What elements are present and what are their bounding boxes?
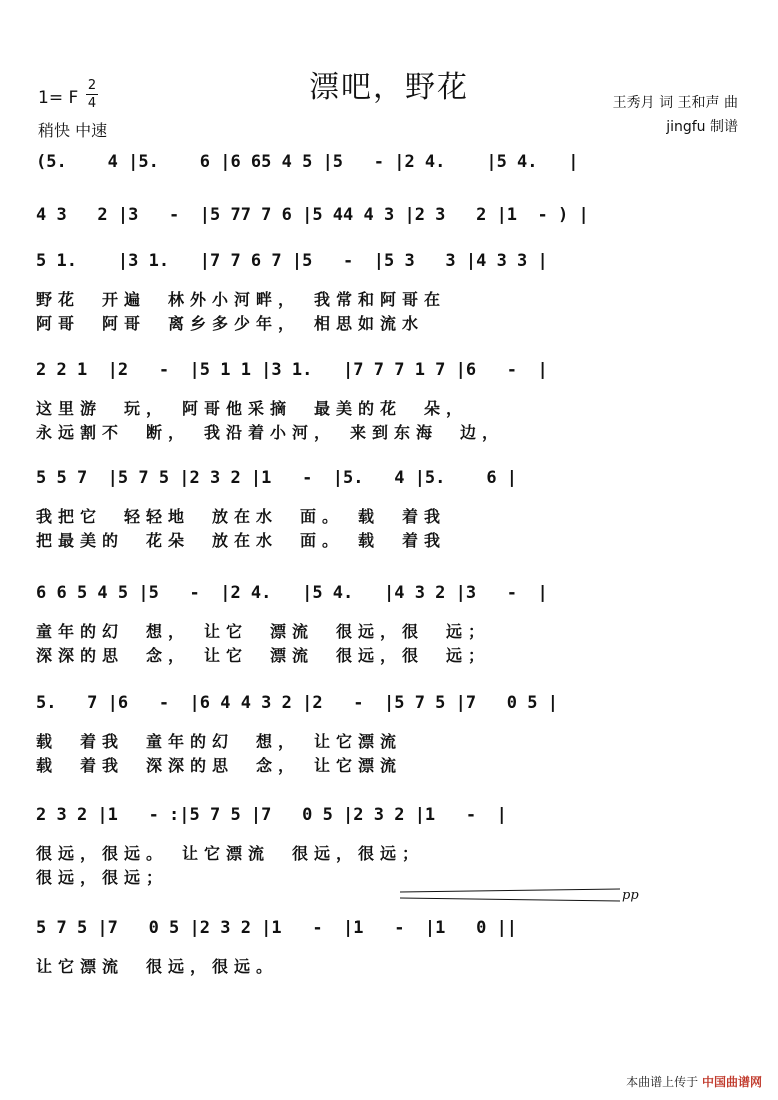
- notes-line: 5 1. |3 1. |7 7 6 7 |5 - |5 3 3 |4 3 3 |: [36, 251, 548, 271]
- notes-line: 5 7 5 |7 0 5 |2 3 2 |1 - |1 - |1 0 ||: [36, 918, 518, 938]
- notes-line: 5 5 7 |5 7 5 |2 3 2 |1 - |5. 4 |5. 6 |: [36, 468, 518, 488]
- lyric-verse-1: 我把它 轻轻地 放在水 面。 载 着我: [36, 507, 447, 526]
- score-row: [36, 805, 744, 887]
- lyric-verse-1: 让它漂流 很远，很远。: [36, 957, 279, 976]
- time-signature-bottom: 4: [87, 96, 97, 111]
- lyric-verse-2: 阿哥 阿哥 离乡多少年， 相思如流水: [36, 314, 425, 333]
- lyric-verse-2: 载 着我 深深的思 念， 让它漂流: [36, 756, 403, 775]
- score-row: [36, 360, 744, 442]
- score-row: [36, 583, 744, 665]
- notes-line: 5. 7 |6 - |6 4 4 3 2 |2 - |5 7 5 |7 0 5 |: [36, 693, 558, 713]
- decrescendo-hairpin: [400, 888, 620, 902]
- score-row: [36, 918, 744, 978]
- lyric-verse-1: 载 着我 童年的幻 想， 让它漂流: [36, 732, 403, 751]
- notes-line: 6 6 5 4 5 |5 - |2 4. |5 4. |4 3 2 |3 - |: [36, 583, 548, 603]
- arranger: jingfu 制谱: [666, 119, 738, 135]
- time-signature: [86, 78, 98, 111]
- credits: 王秀月 词 王和声 曲: [612, 95, 738, 111]
- dynamic-marking: pp: [622, 888, 639, 903]
- score-row: [36, 152, 744, 212]
- score-row: [36, 251, 744, 333]
- score-row: [36, 468, 744, 550]
- lyric-verse-1: 童年的幻 想， 让它 漂流 很远，很 远；: [36, 622, 491, 641]
- key-signature: 1= F: [38, 88, 79, 108]
- tempo-marking: 稍快 中速: [38, 121, 108, 140]
- footer-brand: 中国曲谱网: [701, 1075, 762, 1089]
- notes-line: (5. 4 |5. 6 |6 65 4 5 |5 - |2 4. |5 4. |: [36, 152, 579, 172]
- page-title: 漂吧，野花: [309, 70, 469, 105]
- lyric-verse-2: 永远割不 断， 我沿着小河， 来到东海 边，: [36, 423, 505, 442]
- lyric-verse-2: 把最美的 花朵 放在水 面。 载 着我: [36, 531, 447, 550]
- footer-prefix: 本曲谱上传于: [626, 1075, 699, 1089]
- footer-credit: [626, 1073, 762, 1090]
- notes-line: 2 2 1 |2 - |5 1 1 |3 1. |7 7 7 1 7 |6 - |: [36, 360, 548, 380]
- fraction-bar: [86, 94, 98, 95]
- notes-line: 2 3 2 |1 - :|5 7 5 |7 0 5 |2 3 2 |1 - |: [36, 805, 507, 825]
- lyric-verse-2: 深深的思 念， 让它 漂流 很远，很 远；: [36, 646, 491, 665]
- lyric-verse-1: 这里游 玩， 阿哥他采摘 最美的花 朵，: [36, 399, 469, 418]
- lyric-verse-1: 野花 开遍 林外小河畔， 我常和阿哥在: [36, 290, 447, 309]
- notes-line: 4 3 2 |3 - |5 77 7 6 |5 44 4 3 |2 3 2 |1 - ) |: [36, 205, 589, 225]
- score-row: [36, 693, 744, 775]
- time-signature-top: 2: [87, 78, 97, 93]
- lyric-verse-1: 很远，很远。 让它漂流 很远，很远；: [36, 844, 425, 863]
- lyric-verse-2: 很远，很远；: [36, 868, 169, 887]
